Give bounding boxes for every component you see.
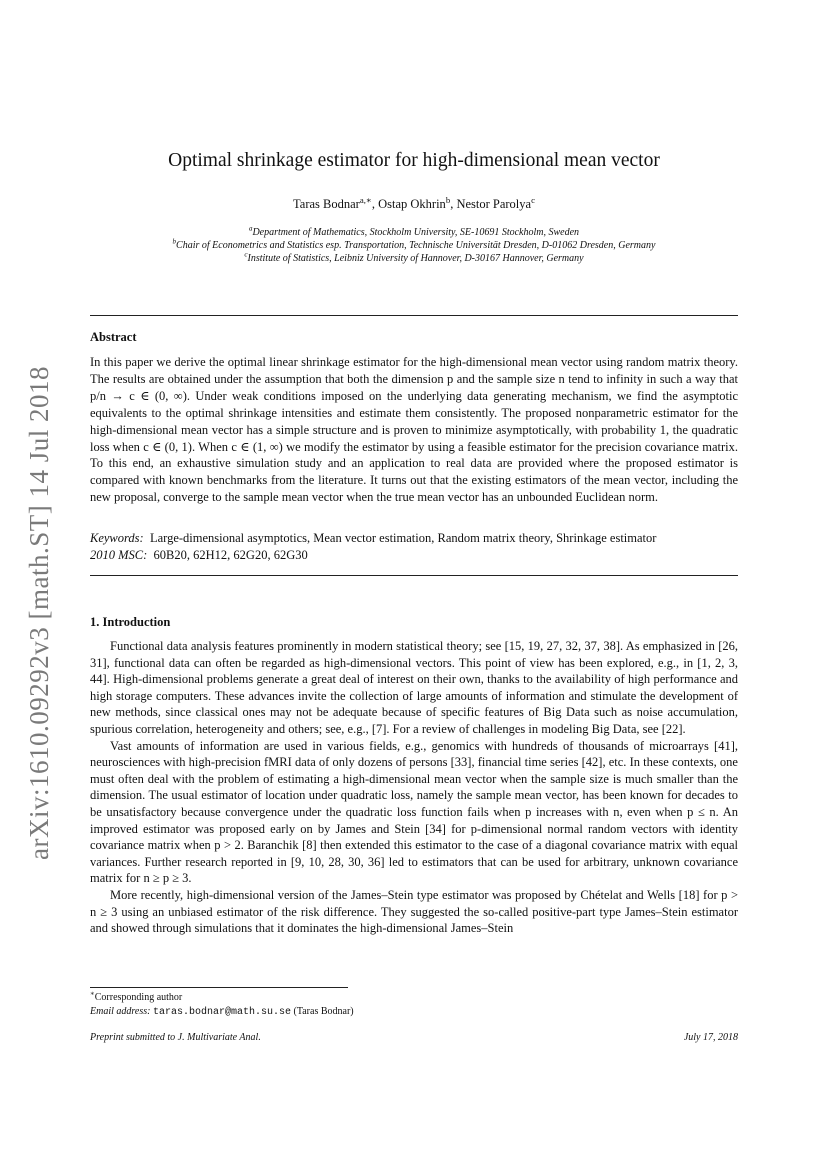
footnote-email: Email address: taras.bodnar@math.su.se (Taras Bodnar)	[90, 1006, 354, 1018]
introduction-body	[90, 638, 738, 937]
footer-date: July 17, 2018	[683, 1032, 738, 1043]
footer-submission: Preprint submitted to J. Multivariate Anal.	[90, 1032, 261, 1043]
footnote-corresponding: ∗Corresponding author	[90, 989, 183, 1003]
section-heading: 1. Introduction	[90, 615, 171, 629]
author-list	[90, 194, 738, 212]
affiliations	[90, 226, 738, 265]
msc-line: 2010 MSC: 60B20, 62H12, 62G20, 62G30	[90, 547, 308, 562]
affiliation-a: $^a$Department of Mathematics, Stockholm University, SE-10691 Stockholm, Sweden	[248, 224, 580, 238]
footnote-rule	[90, 987, 348, 988]
keywords-block	[90, 530, 738, 563]
author-3: Nestor Parolya$^c$	[456, 194, 535, 211]
intro-paragraph-2: Vast amounts of information are used in various fields, e.g., genomics with hundreds of thousands of microarrays [41], neurosciences with high-precision fMRI data of only dozens of persons [33], financial time series [42], etc. In these contexts, one must often deal with the problem of estimating a high-dimensional mean vector when the sample size is much smaller than the dimension. The usual estimator of location under quadratic loss, namely the sample mean vector, has been known for decades to be unsatisfactory because convergence under the quadratic loss function fails when p increases with n, even when p ≤ n. An improved estimator was proposed early on by James and Stein [34] for p-dimensional normal random vectors with identity covariance matrix when p > 2. Baranchik [8] then extended this estimator to the case of a diagonal covariance matrix with equal variances. Further research reported in [9, 10, 28, 30, 36] led to estimators that can be used for arbitrary, unknown covariance matrix for n ≥ p ≥ 3.	[90, 738, 738, 886]
abstract-top-rule	[90, 315, 738, 316]
paper-title: Optimal shrinkage estimator for high-dimensional mean vector	[168, 150, 660, 171]
footnote	[90, 991, 738, 1020]
affiliation-b: $^b$Chair of Econometrics and Statistics esp. Transportation, Technische Universität Dresden, D-01062 Dresden, Germany	[172, 237, 656, 251]
email-link[interactable]: taras.bodnar@math.su.se	[152, 1007, 291, 1018]
keywords-line: Keywords: Large-dimensional asymptotics, Mean vector estimation, Random matrix theory, Shrinkage estimator	[90, 531, 657, 545]
affiliation-c: $^c$Institute of Statistics, Leibniz University of Hannover, D-30167 Hannover, Germany	[244, 250, 584, 264]
arxiv-stamp: arXiv:1610.09292v3 [math.ST] 14 Jul 2018	[24, 366, 54, 860]
intro-paragraph-1: Functional data analysis features prominently in modern statistical theory; see [15, 19, 27, 32, 37, 38]. As emphasized in [26, 31], functional data can often be regarded as high-dimensional vectors. This point of view has been explored, e.g., in [1, 2, 3, 44]. High-dimensional problems generate a great deal of interest on their own, thanks to the availability of high performance and high storage computers. These advances invite the collection of large amounts of information and stimulate the development of new methods, since classical ones may not be adequate because of specific features of Big Data such as noise accumulation, spurious correlation, heterogeneity and others; see, e.g., [7]. For a review of challenges in modeling Big Data, see [22].	[90, 639, 738, 736]
abstract-bottom-rule	[90, 575, 738, 576]
author-2: Ostap Okhrin$^b$,	[378, 194, 457, 211]
abstract-heading: Abstract	[90, 330, 137, 344]
abstract-text: In this paper we derive the optimal linear shrinkage estimator for the high-dimensional mean vector using random matrix theory. The results are obtained under the assumption that both the dimension p and the sample size n tend to infinity in such a way that p/n → c ∈ (0, ∞). Under weak conditions imposed on the underlying data generating mechanism, we find the asymptotic equivalents to the optimal shrinkage intensities and estimate them consistently. The proposed nonparametric estimator for the high-dimensional mean vector has a simple structure and is proven to minimize asymptotically, with probability 1, the quadratic loss when c ∈ (0, 1). When c ∈ (1, ∞) we modify the estimator by using a feasible estimator for the precision covariance matrix. To this end, an exhaustive simulation study and an application to real data are provided where the proposed estimator is compared with known benchmarks from the literature. It turns out that the existing estimators of the mean vector, including the new proposal, converge to the sample mean vector when the true mean vector has an unbounded Euclidean norm.	[90, 355, 738, 505]
intro-paragraph-3: More recently, high-dimensional version of the James–Stein type estimator was proposed by Chételat and Wells [18] for p > n ≥ 3 using an unbiased estimator of the risk difference. They suggested the so-called positive-part type James–Stein estimator and showed through simulations that it dominates the high-dimensional James–Stein	[90, 887, 738, 936]
author-1: Taras Bodnar$^{a,∗}$,	[293, 194, 379, 211]
